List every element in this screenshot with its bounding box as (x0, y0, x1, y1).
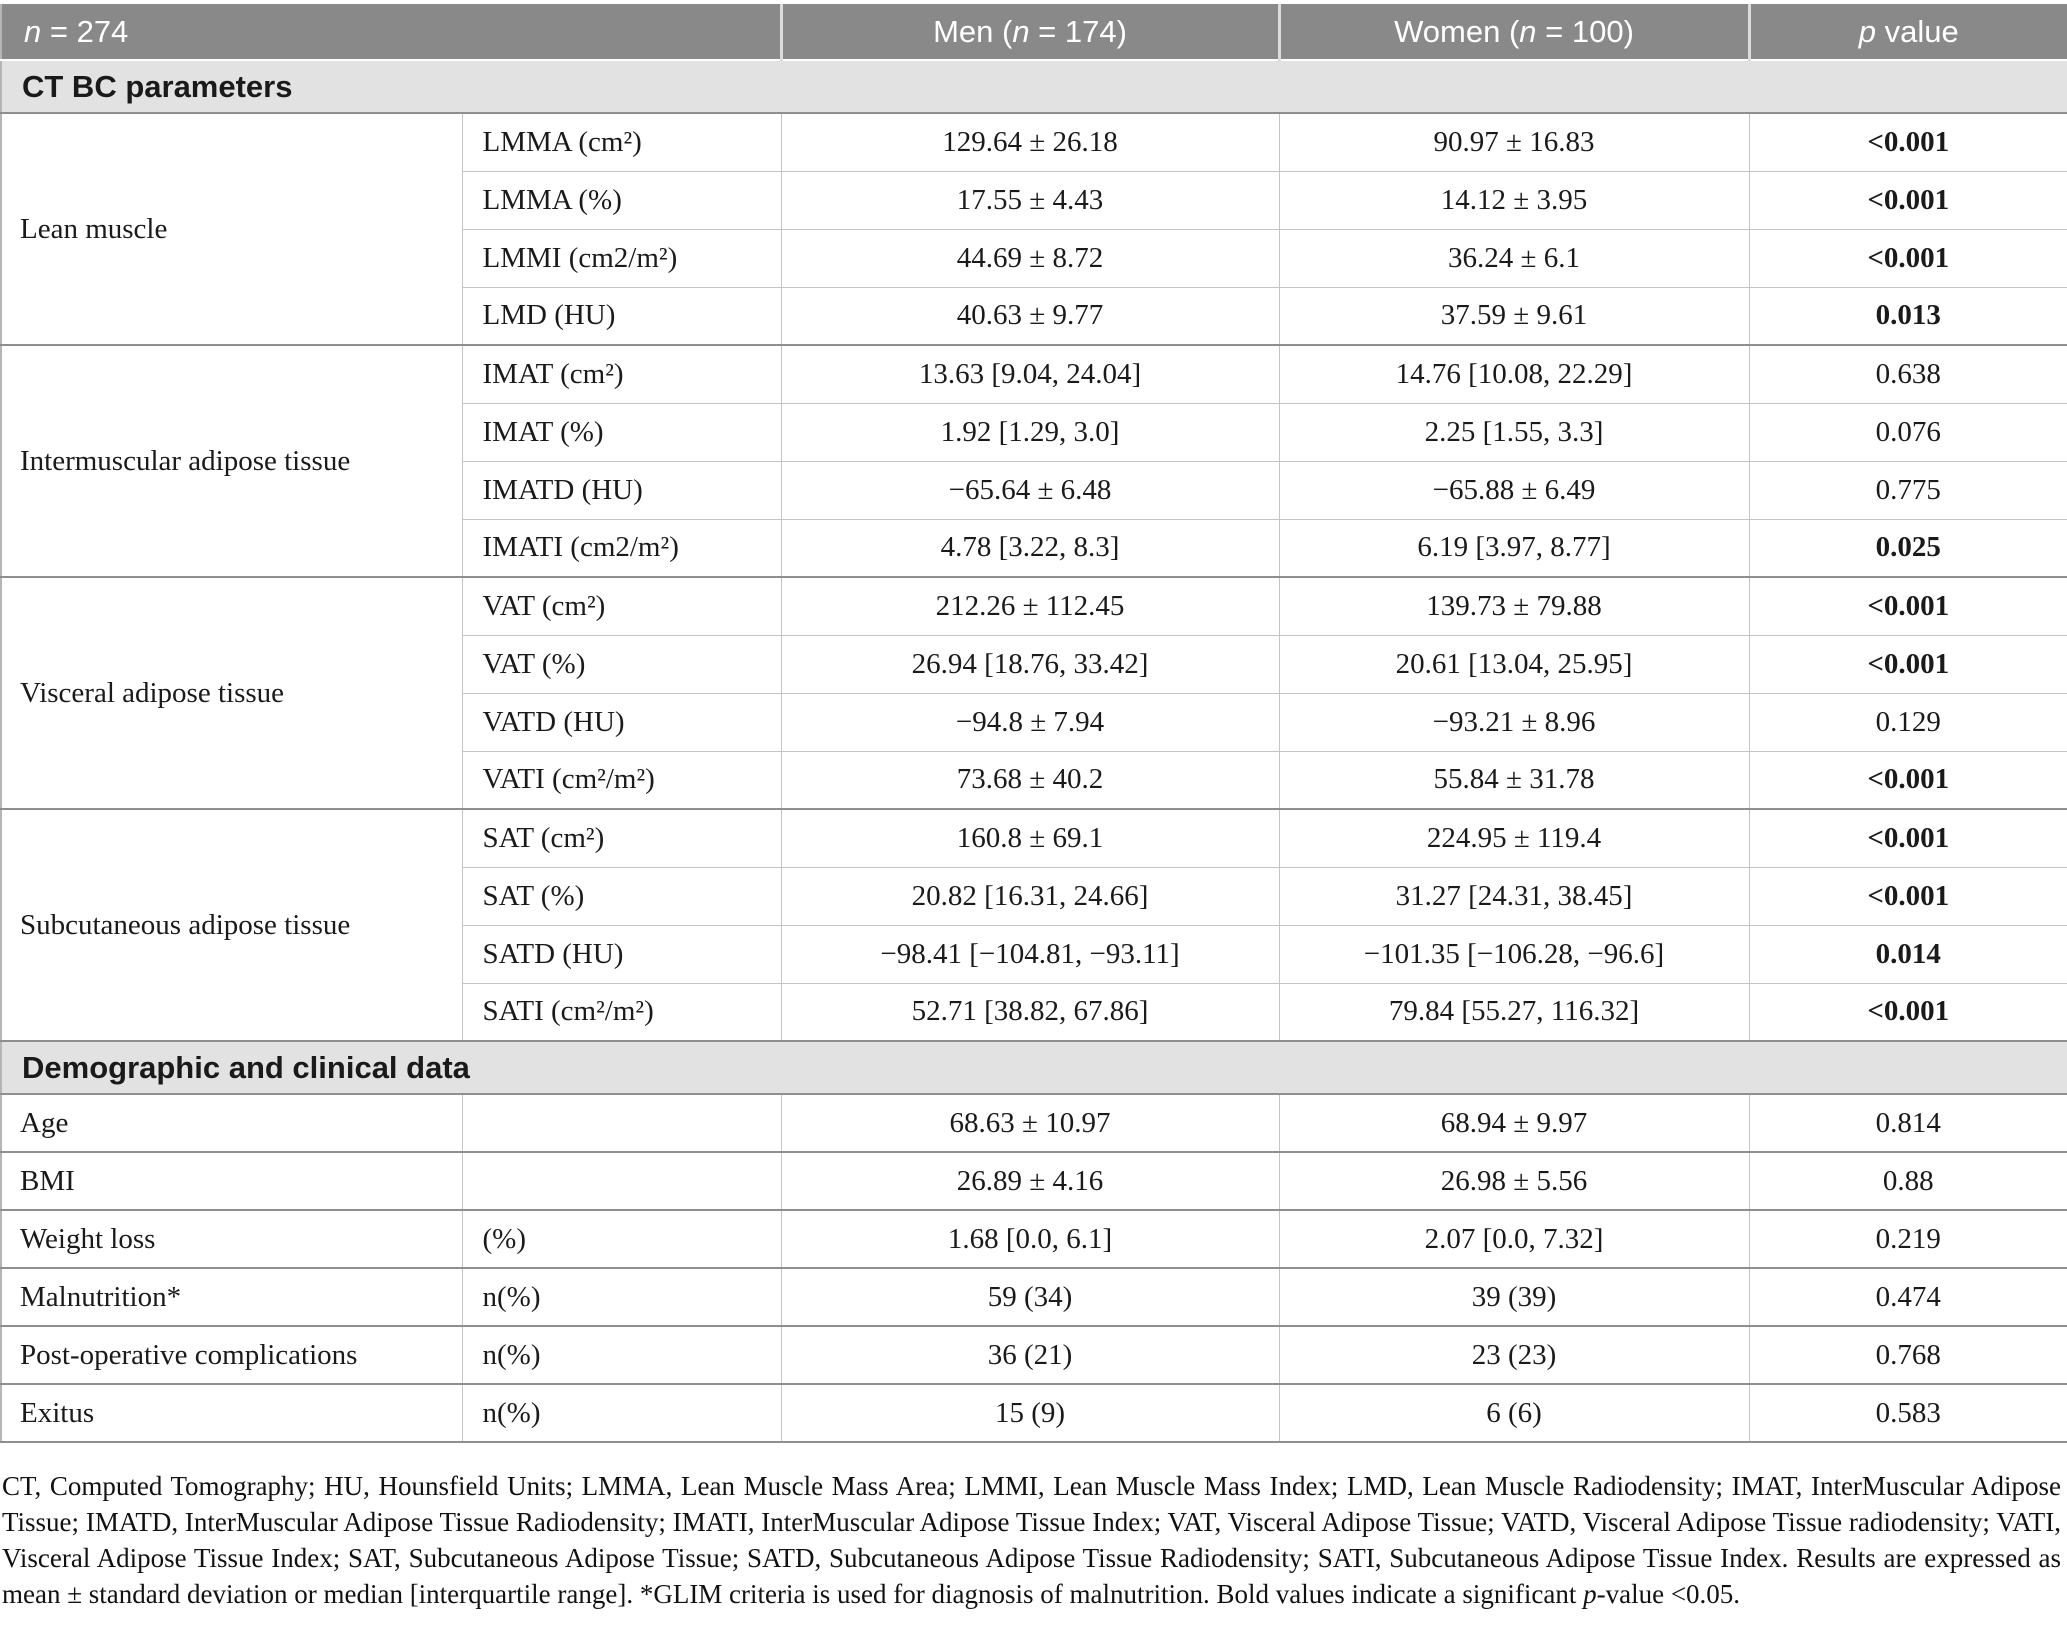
women-value-cell: 68.94 ± 9.97 (1279, 1094, 1749, 1152)
men-value-cell: 52.71 [38.82, 67.86] (781, 983, 1279, 1041)
table-row (1, 1210, 2067, 1268)
table-row (1, 1152, 2067, 1210)
women-value-cell: 90.97 ± 16.83 (1279, 113, 1749, 171)
text-run: p (1583, 1578, 1597, 1609)
p-value-cell: 0.219 (1749, 1210, 2067, 1268)
men-value-cell: 160.8 ± 69.1 (781, 809, 1279, 867)
parameter-cell: LMD (HU) (462, 287, 781, 345)
p-value-cell: <0.001 (1749, 983, 2067, 1041)
p-value-cell: <0.001 (1749, 171, 2067, 229)
women-value-cell: 23 (23) (1279, 1326, 1749, 1384)
p-value-cell: 0.013 (1749, 287, 2067, 345)
text-run: n (24, 13, 42, 49)
parameter-cell: VATI (cm²/m²) (462, 751, 781, 809)
women-value-cell: 79.84 [55.27, 116.32] (1279, 983, 1749, 1041)
table-row (1, 809, 2067, 867)
p-value-cell: 0.129 (1749, 693, 2067, 751)
p-value-cell: <0.001 (1749, 809, 2067, 867)
table-row (1, 577, 2067, 635)
p-value-cell: 0.775 (1749, 461, 2067, 519)
p-value-cell: 0.014 (1749, 925, 2067, 983)
table-footnote (2, 1469, 2061, 1613)
women-value-cell: −93.21 ± 8.96 (1279, 693, 1749, 751)
p-value-cell: 0.076 (1749, 403, 2067, 461)
section-header-row (1, 1041, 2067, 1094)
header-total-n (1, 4, 781, 60)
p-value-cell: <0.001 (1749, 751, 2067, 809)
men-value-cell: 26.94 [18.76, 33.42] (781, 635, 1279, 693)
parameter-cell: n(%) (462, 1268, 781, 1326)
text-run: = 274 (41, 13, 129, 49)
paper-table-figure (0, 4, 2067, 1613)
group-label-cell: Lean muscle (1, 113, 462, 345)
text-run: value (1876, 13, 1959, 49)
women-value-cell: 37.59 ± 9.61 (1279, 287, 1749, 345)
header-pvalue-column (1749, 4, 2067, 60)
parameter-cell: VAT (cm²) (462, 577, 781, 635)
women-value-cell: 14.76 [10.08, 22.29] (1279, 345, 1749, 403)
women-value-cell: 55.84 ± 31.78 (1279, 751, 1749, 809)
men-value-cell: 129.64 ± 26.18 (781, 113, 1279, 171)
group-label-cell: Exitus (1, 1384, 462, 1442)
men-value-cell: −94.8 ± 7.94 (781, 693, 1279, 751)
p-value-cell: 0.025 (1749, 519, 2067, 577)
group-label-cell: BMI (1, 1152, 462, 1210)
section-header-row (1, 60, 2067, 113)
text-run: p (1858, 13, 1876, 49)
parameter-cell: SAT (%) (462, 867, 781, 925)
men-value-cell: 44.69 ± 8.72 (781, 229, 1279, 287)
men-value-cell: 15 (9) (781, 1384, 1279, 1442)
text-run: -value <0.05. (1596, 1578, 1741, 1609)
parameter-cell: IMATD (HU) (462, 461, 781, 519)
table-row (1, 345, 2067, 403)
text-run: n (1012, 13, 1030, 49)
women-value-cell: −65.88 ± 6.49 (1279, 461, 1749, 519)
men-value-cell: −98.41 [−104.81, −93.11] (781, 925, 1279, 983)
table-row (1, 1326, 2067, 1384)
p-value-cell: 0.583 (1749, 1384, 2067, 1442)
parameter-cell: SATD (HU) (462, 925, 781, 983)
parameter-cell: n(%) (462, 1384, 781, 1442)
table-body (1, 60, 2067, 1442)
parameter-cell (462, 1152, 781, 1210)
table-header (1, 4, 2067, 60)
men-value-cell: 36 (21) (781, 1326, 1279, 1384)
group-label-cell: Intermuscular adipose tissue (1, 345, 462, 577)
parameter-cell: VAT (%) (462, 635, 781, 693)
men-value-cell: 13.63 [9.04, 24.04] (781, 345, 1279, 403)
text-run: CT, Computed Tomography; HU, Hounsfield Units; LMMA, Lean Muscle Mass Area; LMMI, Lean Muscle Mass Index; LMD, Lean Muscle Radiodensity; IMAT, InterMuscular Adipose Tissue; IMATD, InterMuscular Adipose Tissue Radiodensity; IMATI, InterMuscular Adipose Tissue Index; VAT, Visceral Adipose Tissue; VATD, Visceral Adipose Tissue radiodensity; VATI, Visceral Adipose Tissue Index; SAT, Subcutaneous Adipose Tissue; SATD, Subcutaneous Adipose Tissue Radiodensity; SATI, Subcutaneous Adipose Tissue Index. Results are expressed as mean ± standard deviation or median [interquartile range]. *GLIM criteria is used for diagnosis of malnutrition. Bold values indicate a significant (2, 1471, 2061, 1609)
men-value-cell: 73.68 ± 40.2 (781, 751, 1279, 809)
women-value-cell: 2.07 [0.0, 7.32] (1279, 1210, 1749, 1268)
men-value-cell: 59 (34) (781, 1268, 1279, 1326)
parameter-cell: IMATI (cm2/m²) (462, 519, 781, 577)
p-value-cell: 0.88 (1749, 1152, 2067, 1210)
text-run: n (1519, 13, 1537, 49)
p-value-cell: <0.001 (1749, 229, 2067, 287)
table-row (1, 113, 2067, 171)
women-value-cell: 26.98 ± 5.56 (1279, 1152, 1749, 1210)
section-title: CT BC parameters (1, 60, 2067, 113)
men-value-cell: 212.26 ± 112.45 (781, 577, 1279, 635)
table-row (1, 1384, 2067, 1442)
group-label-cell: Malnutrition* (1, 1268, 462, 1326)
text-run: = 100) (1536, 13, 1634, 49)
women-value-cell: 2.25 [1.55, 3.3] (1279, 403, 1749, 461)
women-value-cell: 14.12 ± 3.95 (1279, 171, 1749, 229)
group-label-cell: Post-operative complications (1, 1326, 462, 1384)
parameter-cell: LMMA (%) (462, 171, 781, 229)
section-title: Demographic and clinical data (1, 1041, 2067, 1094)
men-value-cell: 1.92 [1.29, 3.0] (781, 403, 1279, 461)
header-row (1, 4, 2067, 60)
men-value-cell: 20.82 [16.31, 24.66] (781, 867, 1279, 925)
p-value-cell: 0.814 (1749, 1094, 2067, 1152)
men-value-cell: 17.55 ± 4.43 (781, 171, 1279, 229)
parameter-cell: IMAT (cm²) (462, 345, 781, 403)
parameter-cell: IMAT (%) (462, 403, 781, 461)
women-value-cell: 31.27 [24.31, 38.45] (1279, 867, 1749, 925)
women-value-cell: 224.95 ± 119.4 (1279, 809, 1749, 867)
women-value-cell: 20.61 [13.04, 25.95] (1279, 635, 1749, 693)
men-value-cell: 26.89 ± 4.16 (781, 1152, 1279, 1210)
group-label-cell: Weight loss (1, 1210, 462, 1268)
parameter-cell: LMMI (cm2/m²) (462, 229, 781, 287)
p-value-cell: 0.474 (1749, 1268, 2067, 1326)
parameter-cell (462, 1094, 781, 1152)
parameter-cell: SAT (cm²) (462, 809, 781, 867)
body-composition-table (0, 4, 2067, 1443)
men-value-cell: −65.64 ± 6.48 (781, 461, 1279, 519)
table-row (1, 1094, 2067, 1152)
p-value-cell: <0.001 (1749, 867, 2067, 925)
p-value-cell: 0.768 (1749, 1326, 2067, 1384)
p-value-cell: <0.001 (1749, 635, 2067, 693)
text-run: = 174) (1029, 13, 1127, 49)
men-value-cell: 40.63 ± 9.77 (781, 287, 1279, 345)
women-value-cell: 139.73 ± 79.88 (1279, 577, 1749, 635)
p-value-cell: 0.638 (1749, 345, 2067, 403)
header-women-column (1279, 4, 1749, 60)
group-label-cell: Visceral adipose tissue (1, 577, 462, 809)
table-row (1, 1268, 2067, 1326)
group-label-cell: Subcutaneous adipose tissue (1, 809, 462, 1041)
group-label-cell: Age (1, 1094, 462, 1152)
parameter-cell: SATI (cm²/m²) (462, 983, 781, 1041)
men-value-cell: 4.78 [3.22, 8.3] (781, 519, 1279, 577)
p-value-cell: <0.001 (1749, 577, 2067, 635)
men-value-cell: 1.68 [0.0, 6.1] (781, 1210, 1279, 1268)
men-value-cell: 68.63 ± 10.97 (781, 1094, 1279, 1152)
parameter-cell: n(%) (462, 1326, 781, 1384)
women-value-cell: −101.35 [−106.28, −96.6] (1279, 925, 1749, 983)
women-value-cell: 39 (39) (1279, 1268, 1749, 1326)
parameter-cell: (%) (462, 1210, 781, 1268)
women-value-cell: 6 (6) (1279, 1384, 1749, 1442)
text-run: Men ( (933, 13, 1013, 49)
parameter-cell: LMMA (cm²) (462, 113, 781, 171)
text-run: Women ( (1394, 13, 1520, 49)
p-value-cell: <0.001 (1749, 113, 2067, 171)
parameter-cell: VATD (HU) (462, 693, 781, 751)
women-value-cell: 36.24 ± 6.1 (1279, 229, 1749, 287)
women-value-cell: 6.19 [3.97, 8.77] (1279, 519, 1749, 577)
header-men-column (781, 4, 1279, 60)
